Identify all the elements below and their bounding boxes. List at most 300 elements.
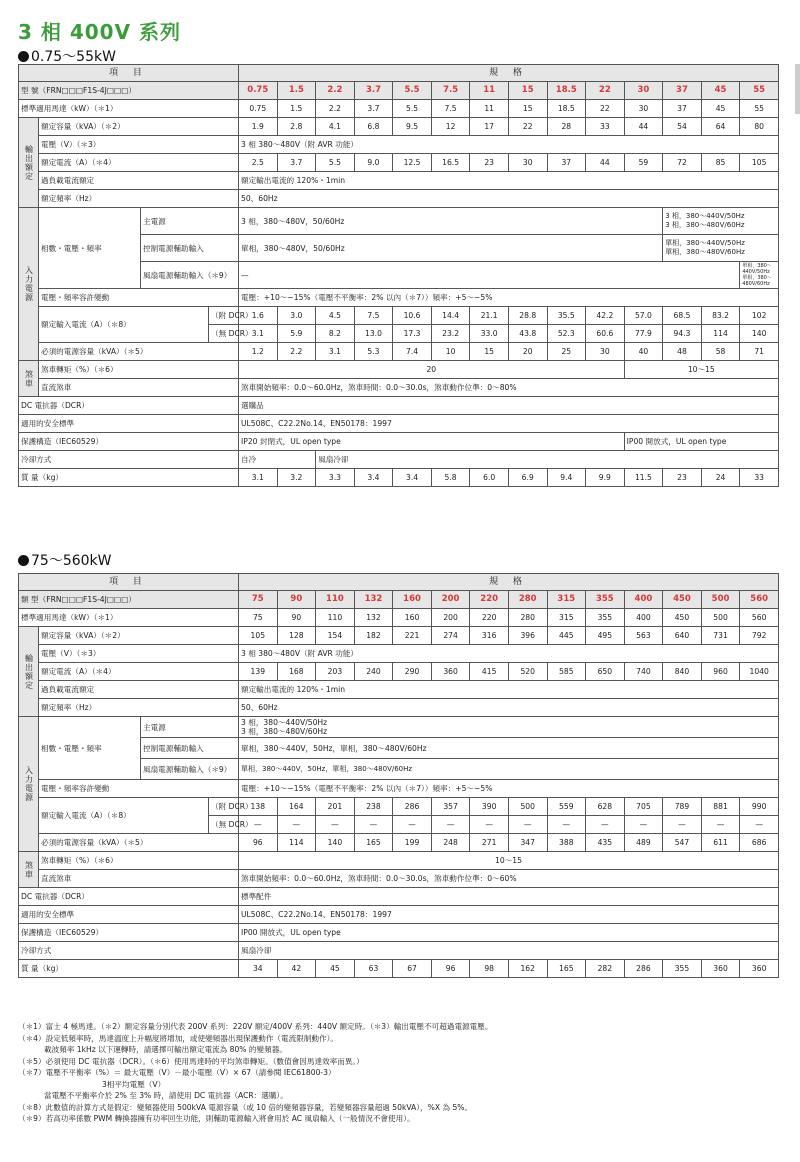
value-cell: 43.8 (508, 325, 547, 343)
value-cell: 18.5 (547, 100, 586, 118)
value-cell: 75 (239, 609, 278, 627)
group-input-power: 入力電源 (19, 208, 39, 361)
value-cell: 105 (239, 627, 278, 645)
value-cell: 5.5 (393, 100, 432, 118)
value-cell: 132 (354, 609, 393, 627)
row-label: 風扇電源輔助輸入（＊9） (141, 262, 239, 289)
value-cell: 280 (508, 609, 547, 627)
row-label: 風扇電源輔助輸入（＊9） (141, 759, 239, 780)
value-cell: 102 (740, 307, 779, 325)
value-cell: 2.5 (239, 154, 278, 172)
value-cell: 42.2 (586, 307, 625, 325)
value-cell: IP20 封閉式，UL open type (239, 433, 625, 451)
value-cell: — (239, 816, 278, 834)
value-cell: 154 (316, 627, 355, 645)
value-cell: 6.9 (508, 469, 547, 487)
row-label: 主電源 (141, 208, 239, 235)
row-label: 額定頻率（Hz） (39, 699, 239, 717)
section-heading-1: 0.75～55kW (18, 46, 116, 66)
value-cell: 25 (547, 343, 586, 361)
value-cell: 風扇冷卻 (239, 942, 779, 960)
row-label: 過負載電流額定 (39, 172, 239, 190)
value-cell: 3.7 (277, 154, 316, 172)
model-cell: 45 (701, 82, 740, 100)
value-cell: 450 (663, 609, 702, 627)
value-cell: 23 (470, 154, 509, 172)
value-cell: 37 (663, 100, 702, 118)
header-spec: 規 格 (239, 574, 779, 591)
value-cell: 686 (740, 834, 779, 852)
row-label: 電壓（V）（＊3） (39, 136, 239, 154)
row-label: 額定電流（A）（＊4） (39, 663, 239, 681)
model-cell: 90 (277, 591, 316, 609)
value-cell: 182 (354, 627, 393, 645)
value-cell: 45 (701, 100, 740, 118)
value-cell: 9.4 (547, 469, 586, 487)
value-cell: 271 (470, 834, 509, 852)
row-label: 額定輸入電流（A）（＊8） (39, 798, 209, 834)
footnotes (18, 1021, 788, 1125)
value-cell: 3.3 (316, 469, 355, 487)
value-cell: 28 (547, 118, 586, 136)
row-label: 煞車轉矩（%）（＊6） (39, 361, 239, 379)
model-cell: 560 (740, 591, 779, 609)
value-cell: 105 (740, 154, 779, 172)
model-cell: 37 (663, 82, 702, 100)
value-cell: 960 (701, 663, 740, 681)
row-label: 相數・電壓・頻率 (39, 208, 141, 289)
value-cell: 1040 (740, 663, 779, 681)
value-cell: 10 (431, 343, 470, 361)
value-cell: 85 (701, 154, 740, 172)
value-cell: 4.5 (316, 307, 355, 325)
value-cell: 10～15 (239, 852, 779, 870)
model-cell: 315 (547, 591, 586, 609)
value-cell: 52.3 (547, 325, 586, 343)
value-cell: 50、60Hz (239, 699, 779, 717)
value-cell: 67 (393, 960, 432, 978)
value-cell: 60.6 (586, 325, 625, 343)
value-cell: 96 (431, 960, 470, 978)
value-cell: 2.2 (316, 100, 355, 118)
value-cell: 168 (277, 663, 316, 681)
value-cell: 520 (508, 663, 547, 681)
model-cell: 3.7 (354, 82, 393, 100)
value-cell: 30 (624, 100, 663, 118)
value-cell: 640 (663, 627, 702, 645)
value-cell: 額定輸出電流的 120%・1min (239, 681, 779, 699)
group-output-rated: 輸出額定 (19, 627, 39, 717)
value-cell: 48 (663, 343, 702, 361)
value-cell: 17 (470, 118, 509, 136)
value-cell: 445 (547, 627, 586, 645)
row-label: 控制電源輔助輸入 (141, 738, 239, 759)
value-cell: — (431, 816, 470, 834)
row-label: 電壓・頻率容許變動 (39, 780, 239, 798)
value-cell: 94.3 (663, 325, 702, 343)
value-cell: 6.0 (470, 469, 509, 487)
value-cell: — (277, 816, 316, 834)
value-cell: 標準配件 (239, 888, 779, 906)
value-cell: 360 (701, 960, 740, 978)
value-cell: 96 (239, 834, 278, 852)
value-cell: 128 (277, 627, 316, 645)
row-label: 冷卻方式 (19, 942, 239, 960)
value-cell: 10～15 (624, 361, 778, 379)
header-item: 項 目 (19, 65, 239, 82)
value-cell: 139 (239, 663, 278, 681)
value-cell: 140 (316, 834, 355, 852)
value-cell: 489 (624, 834, 663, 852)
value-cell: 22 (508, 118, 547, 136)
value-cell: 2.2 (277, 343, 316, 361)
value-cell: 24 (701, 469, 740, 487)
value-cell: 585 (547, 663, 586, 681)
header-spec: 規 格 (239, 65, 779, 82)
value-cell: 282 (586, 960, 625, 978)
spec-table-1 (18, 64, 779, 487)
value-cell: 7.4 (393, 343, 432, 361)
row-label: 額定輸入電流（A）（＊8） (39, 307, 209, 343)
row-label: 直流煞車 (39, 379, 239, 397)
value-cell: — (393, 816, 432, 834)
value-cell: 37 (547, 154, 586, 172)
model-cell: 55 (740, 82, 779, 100)
value-cell: 71 (740, 343, 779, 361)
value-cell: 12.5 (393, 154, 432, 172)
value-cell: 5.3 (354, 343, 393, 361)
model-cell: 0.75 (239, 82, 278, 100)
value-cell: 54 (663, 118, 702, 136)
row-label: 保護構造（IEC60529） (19, 924, 239, 942)
value-cell: 1.2 (239, 343, 278, 361)
model-cell: 15 (508, 82, 547, 100)
value-cell: 628 (586, 798, 625, 816)
value-cell: 740 (624, 663, 663, 681)
value-cell: 165 (354, 834, 393, 852)
value-cell: 990 (740, 798, 779, 816)
value-cell: 221 (393, 627, 432, 645)
row-label: 電壓（V）（＊3） (39, 645, 239, 663)
value-cell: 單相，380～480V，50/60Hz (239, 235, 663, 262)
value-cell: 274 (431, 627, 470, 645)
value-cell: 80 (740, 118, 779, 136)
value-cell: 44 (586, 154, 625, 172)
value-cell: 360 (431, 663, 470, 681)
value-cell: 單相，380～440V，50Hz，單相，380～480V/60Hz (239, 759, 779, 780)
row-label: 電壓・頻率容許變動 (39, 289, 239, 307)
value-cell: 單相，380～440V/50Hz 單相，380～480V/60Hz (740, 262, 779, 289)
value-cell: — (586, 816, 625, 834)
value-cell: 14.4 (431, 307, 470, 325)
row-label: 額定容量（kVA）（＊2） (39, 627, 239, 645)
value-cell: 16.5 (431, 154, 470, 172)
value-cell: 12 (431, 118, 470, 136)
value-cell: 20 (508, 343, 547, 361)
value-cell: — (354, 816, 393, 834)
row-label: 額定容量（kVA）（＊2） (39, 118, 239, 136)
value-cell: 63 (354, 960, 393, 978)
value-cell: 435 (586, 834, 625, 852)
value-cell: 68.5 (663, 307, 702, 325)
value-cell: 4.1 (316, 118, 355, 136)
value-cell: 286 (393, 798, 432, 816)
value-cell: 3 相，380～440V/50Hz 3 相，380～480V/60Hz (663, 208, 779, 235)
value-cell: IP00 開放式，UL open type (239, 924, 779, 942)
value-cell: 355 (586, 609, 625, 627)
value-cell: 單相，380～440V/50Hz 單相，380～480V/60Hz (663, 235, 779, 262)
page-edge-tab (790, 44, 800, 124)
value-cell: 563 (624, 627, 663, 645)
value-cell: 881 (701, 798, 740, 816)
value-cell: 165 (547, 960, 586, 978)
value-cell: 290 (393, 663, 432, 681)
value-cell: 40 (624, 343, 663, 361)
row-label: DC 電抗器（DCR） (19, 397, 239, 415)
value-cell: 5.5 (316, 154, 355, 172)
value-cell: 200 (431, 609, 470, 627)
group-brake: 煞車 (19, 852, 39, 888)
value-cell: 1.6 (239, 307, 278, 325)
value-cell: 58 (701, 343, 740, 361)
value-cell: 3 相，380～480V，50/60Hz (239, 208, 663, 235)
value-cell: UL508C、C22.2No.14、EN50178：1997 (239, 906, 779, 924)
model-cell: 5.5 (393, 82, 432, 100)
value-cell: 1.5 (277, 100, 316, 118)
value-cell: 7.5 (354, 307, 393, 325)
row-label: 冷卻方式 (19, 451, 239, 469)
value-cell: 650 (586, 663, 625, 681)
value-cell: 風扇冷卻 (316, 451, 779, 469)
value-cell: 6.8 (354, 118, 393, 136)
value-cell: 110 (316, 609, 355, 627)
value-cell: 9.0 (354, 154, 393, 172)
row-label: 主電源 (141, 717, 239, 738)
spec-table-2 (18, 573, 779, 978)
footnote: （＊9）若高功率係數 PWM 轉換器擁有功率回生功能，則輔助電源輸入將會用於 AC 風扇輸入（一般情況不會使用）。 (18, 1114, 415, 1123)
value-cell: 400 (624, 609, 663, 627)
value-cell: 35.5 (547, 307, 586, 325)
value-cell: 選購品 (239, 397, 779, 415)
value-cell: 500 (508, 798, 547, 816)
model-cell: 2.2 (316, 82, 355, 100)
row-label: 質 量（kg） (19, 960, 239, 978)
value-cell: UL508C、C22.2No.14、EN50178：1997 (239, 415, 779, 433)
value-cell: 55 (740, 100, 779, 118)
value-cell: 160 (393, 609, 432, 627)
row-label: 控制電源輔助輸入 (141, 235, 239, 262)
value-cell: 45 (316, 960, 355, 978)
value-cell: 單相，380～440V，50Hz，單相，380～480V/60Hz (239, 738, 779, 759)
value-cell: 77.9 (624, 325, 663, 343)
value-cell: 547 (663, 834, 702, 852)
value-cell: — (508, 816, 547, 834)
value-cell: 9.5 (393, 118, 432, 136)
value-cell: 44 (624, 118, 663, 136)
value-cell: 286 (624, 960, 663, 978)
model-cell: 160 (393, 591, 432, 609)
row-label: 必須的電源容量（kVA）（＊5） (39, 834, 239, 852)
row-label: DC 電抗器（DCR） (19, 888, 239, 906)
value-cell: 50、60Hz (239, 190, 779, 208)
value-cell: 611 (701, 834, 740, 852)
value-cell: 360 (740, 960, 779, 978)
value-cell: — (547, 816, 586, 834)
model-cell: 132 (354, 591, 393, 609)
value-cell: 59 (624, 154, 663, 172)
value-cell: 11.5 (624, 469, 663, 487)
value-cell: — (740, 816, 779, 834)
value-cell: 3.4 (354, 469, 393, 487)
value-cell: 33 (586, 118, 625, 136)
value-cell: 114 (277, 834, 316, 852)
value-cell: 15 (470, 343, 509, 361)
value-cell: 23 (663, 469, 702, 487)
bullet-icon (18, 51, 29, 62)
value-cell: 30 (586, 343, 625, 361)
row-label: 煞車轉矩（%）（＊6） (39, 852, 239, 870)
value-cell: 560 (740, 609, 779, 627)
footnote: 當電壓不平衡率介於 2% 至 3% 時，請使用 DC 電抗器（ACR：選購）。 (44, 1091, 288, 1100)
row-label: 直流煞車 (39, 870, 239, 888)
footnote: 3相平均電壓（V） (102, 1079, 166, 1089)
row-label: 必須的電源容量（kVA）（＊5） (39, 343, 239, 361)
footnote: （＊4）設定低頻率時，馬達溫度上升幅度將增加，或使變頻器出現保護動作（電流限制動作）。 (18, 1033, 338, 1043)
value-cell: 140 (740, 325, 779, 343)
value-cell: 3 相 380～480V（附 AVR 功能） (239, 645, 779, 663)
value-cell: 5.9 (277, 325, 316, 343)
value-cell: 22 (586, 100, 625, 118)
value-cell: 495 (586, 627, 625, 645)
value-cell: 90 (277, 609, 316, 627)
value-cell: 13.0 (354, 325, 393, 343)
value-cell: 8.2 (316, 325, 355, 343)
value-cell: 559 (547, 798, 586, 816)
value-cell: 64 (701, 118, 740, 136)
value-cell: 3 相，380～440V/50Hz 3 相，380～480V/60Hz (239, 717, 779, 738)
value-cell: 23.2 (431, 325, 470, 343)
value-cell: 396 (508, 627, 547, 645)
value-cell: 30 (508, 154, 547, 172)
value-cell: 電壓：+10～−15%（電壓不平衡率：2% 以內（＊7））頻率：+5～−5% (239, 289, 779, 307)
value-cell: 164 (277, 798, 316, 816)
model-cell: 200 (431, 591, 470, 609)
value-cell: 0.75 (239, 100, 278, 118)
value-cell: 3.4 (393, 469, 432, 487)
footnote: 載波頻率 1kHz 以下運轉時，請選擇可輸出額定電流為 80% 的變頻器。 (44, 1045, 287, 1054)
value-cell: 316 (470, 627, 509, 645)
value-cell: 220 (470, 609, 509, 627)
value-cell: 21.1 (470, 307, 509, 325)
value-cell: 162 (508, 960, 547, 978)
value-cell: 114 (701, 325, 740, 343)
value-cell: 138 (239, 798, 278, 816)
section-heading-2: 75～560kW (18, 550, 112, 570)
bullet-icon (18, 555, 29, 566)
footnote: （＊5）必須使用 DC 電抗器（DCR）。（＊6）使用馬達時的平均煞車轉矩。（數值會因馬達效率而異。） (18, 1056, 364, 1066)
value-cell: 42 (277, 960, 316, 978)
page-title: 3 相 400V 系列 (18, 20, 182, 44)
value-cell: 388 (547, 834, 586, 852)
model-label: 類 型（FRN□□□F1S-4J□□□） (19, 591, 239, 609)
value-cell: 10.6 (393, 307, 432, 325)
value-cell: 20 (239, 361, 625, 379)
value-cell: 煞車開始頻率：0.0～60.0Hz，煞車時間：0.0～30.0s，煞車動作位準：0～60% (239, 870, 779, 888)
model-cell: 11 (470, 82, 509, 100)
value-cell: 357 (431, 798, 470, 816)
value-cell: 3 相 380～480V（附 AVR 功能） (239, 136, 779, 154)
value-cell: 3.2 (277, 469, 316, 487)
value-cell: 2.8 (277, 118, 316, 136)
value-cell: 248 (431, 834, 470, 852)
model-cell: 7.5 (431, 82, 470, 100)
row-label: 適用的安全標準 (19, 415, 239, 433)
value-cell: 34 (239, 960, 278, 978)
value-cell: 238 (354, 798, 393, 816)
value-cell: — (316, 816, 355, 834)
value-cell: 9.9 (586, 469, 625, 487)
group-input-power: 入力電源 (19, 717, 39, 852)
value-cell: — (663, 816, 702, 834)
value-cell: 3.1 (239, 325, 278, 343)
value-cell: 電壓：+10～−15%（電壓不平衡率：2% 以內（＊7））頻率：+5～−5% (239, 780, 779, 798)
value-cell: 83.2 (701, 307, 740, 325)
value-cell: 煞車開始頻率：0.0～60.0Hz，煞車時間：0.0～30.0s，煞車動作位準：0～80% (239, 379, 779, 397)
group-output-rated: 輸出額定 (19, 118, 39, 208)
footnote: （＊8）此數值的計算方式是假定：變頻器使用 500kVA 電源容量（或 10 倍的變頻器容量，若變頻器容量超過 50kVA），%X 為 5%。 (18, 1102, 473, 1112)
value-cell: 705 (624, 798, 663, 816)
model-cell: 110 (316, 591, 355, 609)
footnote: （＊7）電壓不平衡率（%）＝ 最大電壓（V）－最小電壓（V）× 67（請參閱 IEC61800-3） (18, 1068, 336, 1077)
value-cell: IP00 開放式，UL open type (624, 433, 778, 451)
model-label: 型 號（FRN□□□F1S-4J□□□） (19, 82, 239, 100)
value-cell: 15 (508, 100, 547, 118)
value-cell: 33 (740, 469, 779, 487)
model-cell: 450 (663, 591, 702, 609)
value-cell: 98 (470, 960, 509, 978)
value-cell: 自冷 (239, 451, 316, 469)
value-cell: 789 (663, 798, 702, 816)
model-cell: 75 (239, 591, 278, 609)
row-label: 額定頻率（Hz） (39, 190, 239, 208)
model-cell: 18.5 (547, 82, 586, 100)
value-cell: 792 (740, 627, 779, 645)
model-cell: 400 (624, 591, 663, 609)
model-cell: 1.5 (277, 82, 316, 100)
value-cell: 415 (470, 663, 509, 681)
row-label: （無 DCR） (209, 325, 239, 343)
value-cell: 額定輸出電流的 120%・1min (239, 172, 779, 190)
model-cell: 355 (586, 591, 625, 609)
row-label: 質 量（kg） (19, 469, 239, 487)
value-cell: 33.0 (470, 325, 509, 343)
value-cell: 5.8 (431, 469, 470, 487)
row-label: 保護構造（IEC60529） (19, 433, 239, 451)
row-label: 標準適用馬達（kW）（＊1） (19, 100, 239, 118)
value-cell: — (701, 816, 740, 834)
value-cell: 28.8 (508, 307, 547, 325)
value-cell: 355 (663, 960, 702, 978)
row-label: （無 DCR） (209, 816, 239, 834)
row-label: 標準適用馬達（kW）（＊1） (19, 609, 239, 627)
value-cell: 240 (354, 663, 393, 681)
row-label: 適用的安全標準 (19, 906, 239, 924)
value-cell: 72 (663, 154, 702, 172)
value-cell: 500 (701, 609, 740, 627)
value-cell: 3.1 (316, 343, 355, 361)
model-cell: 220 (470, 591, 509, 609)
value-cell: 731 (701, 627, 740, 645)
